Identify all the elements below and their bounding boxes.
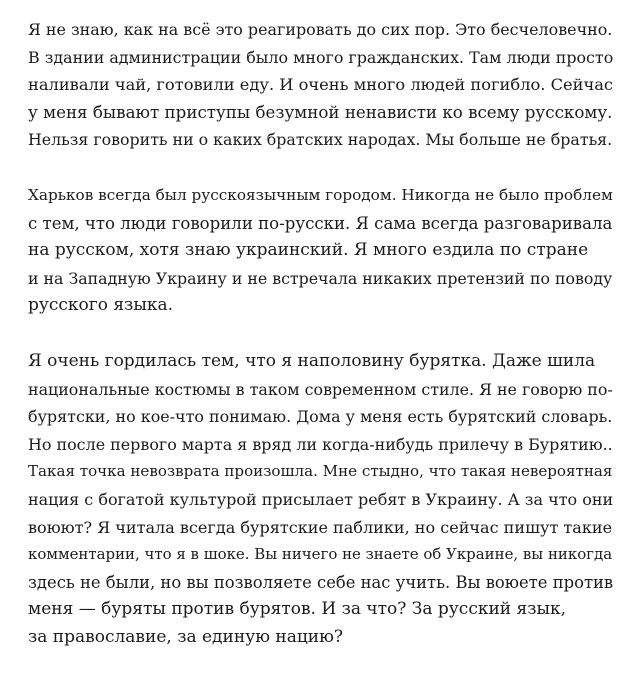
text-line: Такая точка невозврата произошла. Мне стыдно, что такая невероятная bbox=[28, 462, 613, 481]
text-line: бурятски, но кое-что понимаю. Дома у меня есть бурятский словарь. bbox=[28, 407, 613, 427]
text-line: за православие, за единую нацию? bbox=[28, 626, 344, 647]
text-line: Но после первого марта я вряд ли когда-нибудь прилечу в Бурятию.. bbox=[28, 434, 613, 454]
text-line: меня — буряты против бурятов. И за что? За русский язык, bbox=[28, 599, 567, 620]
text-line: Я очень гордилась тем, что я наполовину бурятка. Даже шила bbox=[28, 350, 596, 371]
text-line: на русском, хотя знаю украинский. Я много ездила по стране bbox=[28, 240, 589, 261]
paragraph-3 bbox=[28, 348, 616, 652]
paragraph-1 bbox=[28, 16, 616, 154]
text-line: у меня бывают приступы безумной ненависти ко всему русскому. bbox=[28, 102, 613, 122]
text-line: и на Западную Украину и не встречала никаких претензий по поводу bbox=[28, 268, 613, 288]
text-line: Нельзя говорить ни о каких братских народах. Мы больше не братья. bbox=[28, 130, 613, 150]
text-line: воюют? Я читала всегда бурятские паблики, но сейчас пишут такие bbox=[28, 517, 613, 537]
text-line: нация с богатой культурой присылает ребят в Украину. А за что они bbox=[28, 489, 614, 509]
text-line: наливали чай, готовили еду. И очень много людей погибло. Сейчас bbox=[28, 75, 614, 95]
text-line: комментарии, что я в шоке. Вы ничего не знаете об Украине, вы никогда bbox=[28, 545, 613, 564]
text-line: Я не знаю, как на всё это реагировать до сих пор. Это бесчеловечно. bbox=[28, 20, 613, 39]
text-line: здесь не были, но вы позволяете себе нас учить. Вы воюете против bbox=[28, 572, 614, 592]
text-line: Харьков всегда был русскоязычным городом. Никогда не было проблем bbox=[28, 185, 613, 204]
text-line: русского языка. bbox=[28, 295, 174, 316]
text-line: национальные костюмы в таком современном стиле. Я не говорю по- bbox=[28, 379, 613, 399]
text-line: В здании администрации было много гражданских. Там люди просто bbox=[28, 47, 614, 67]
text-line: с тем, что люди говорили по-русски. Я сама всегда разговаривала bbox=[28, 213, 613, 233]
paragraph-2 bbox=[28, 182, 616, 320]
